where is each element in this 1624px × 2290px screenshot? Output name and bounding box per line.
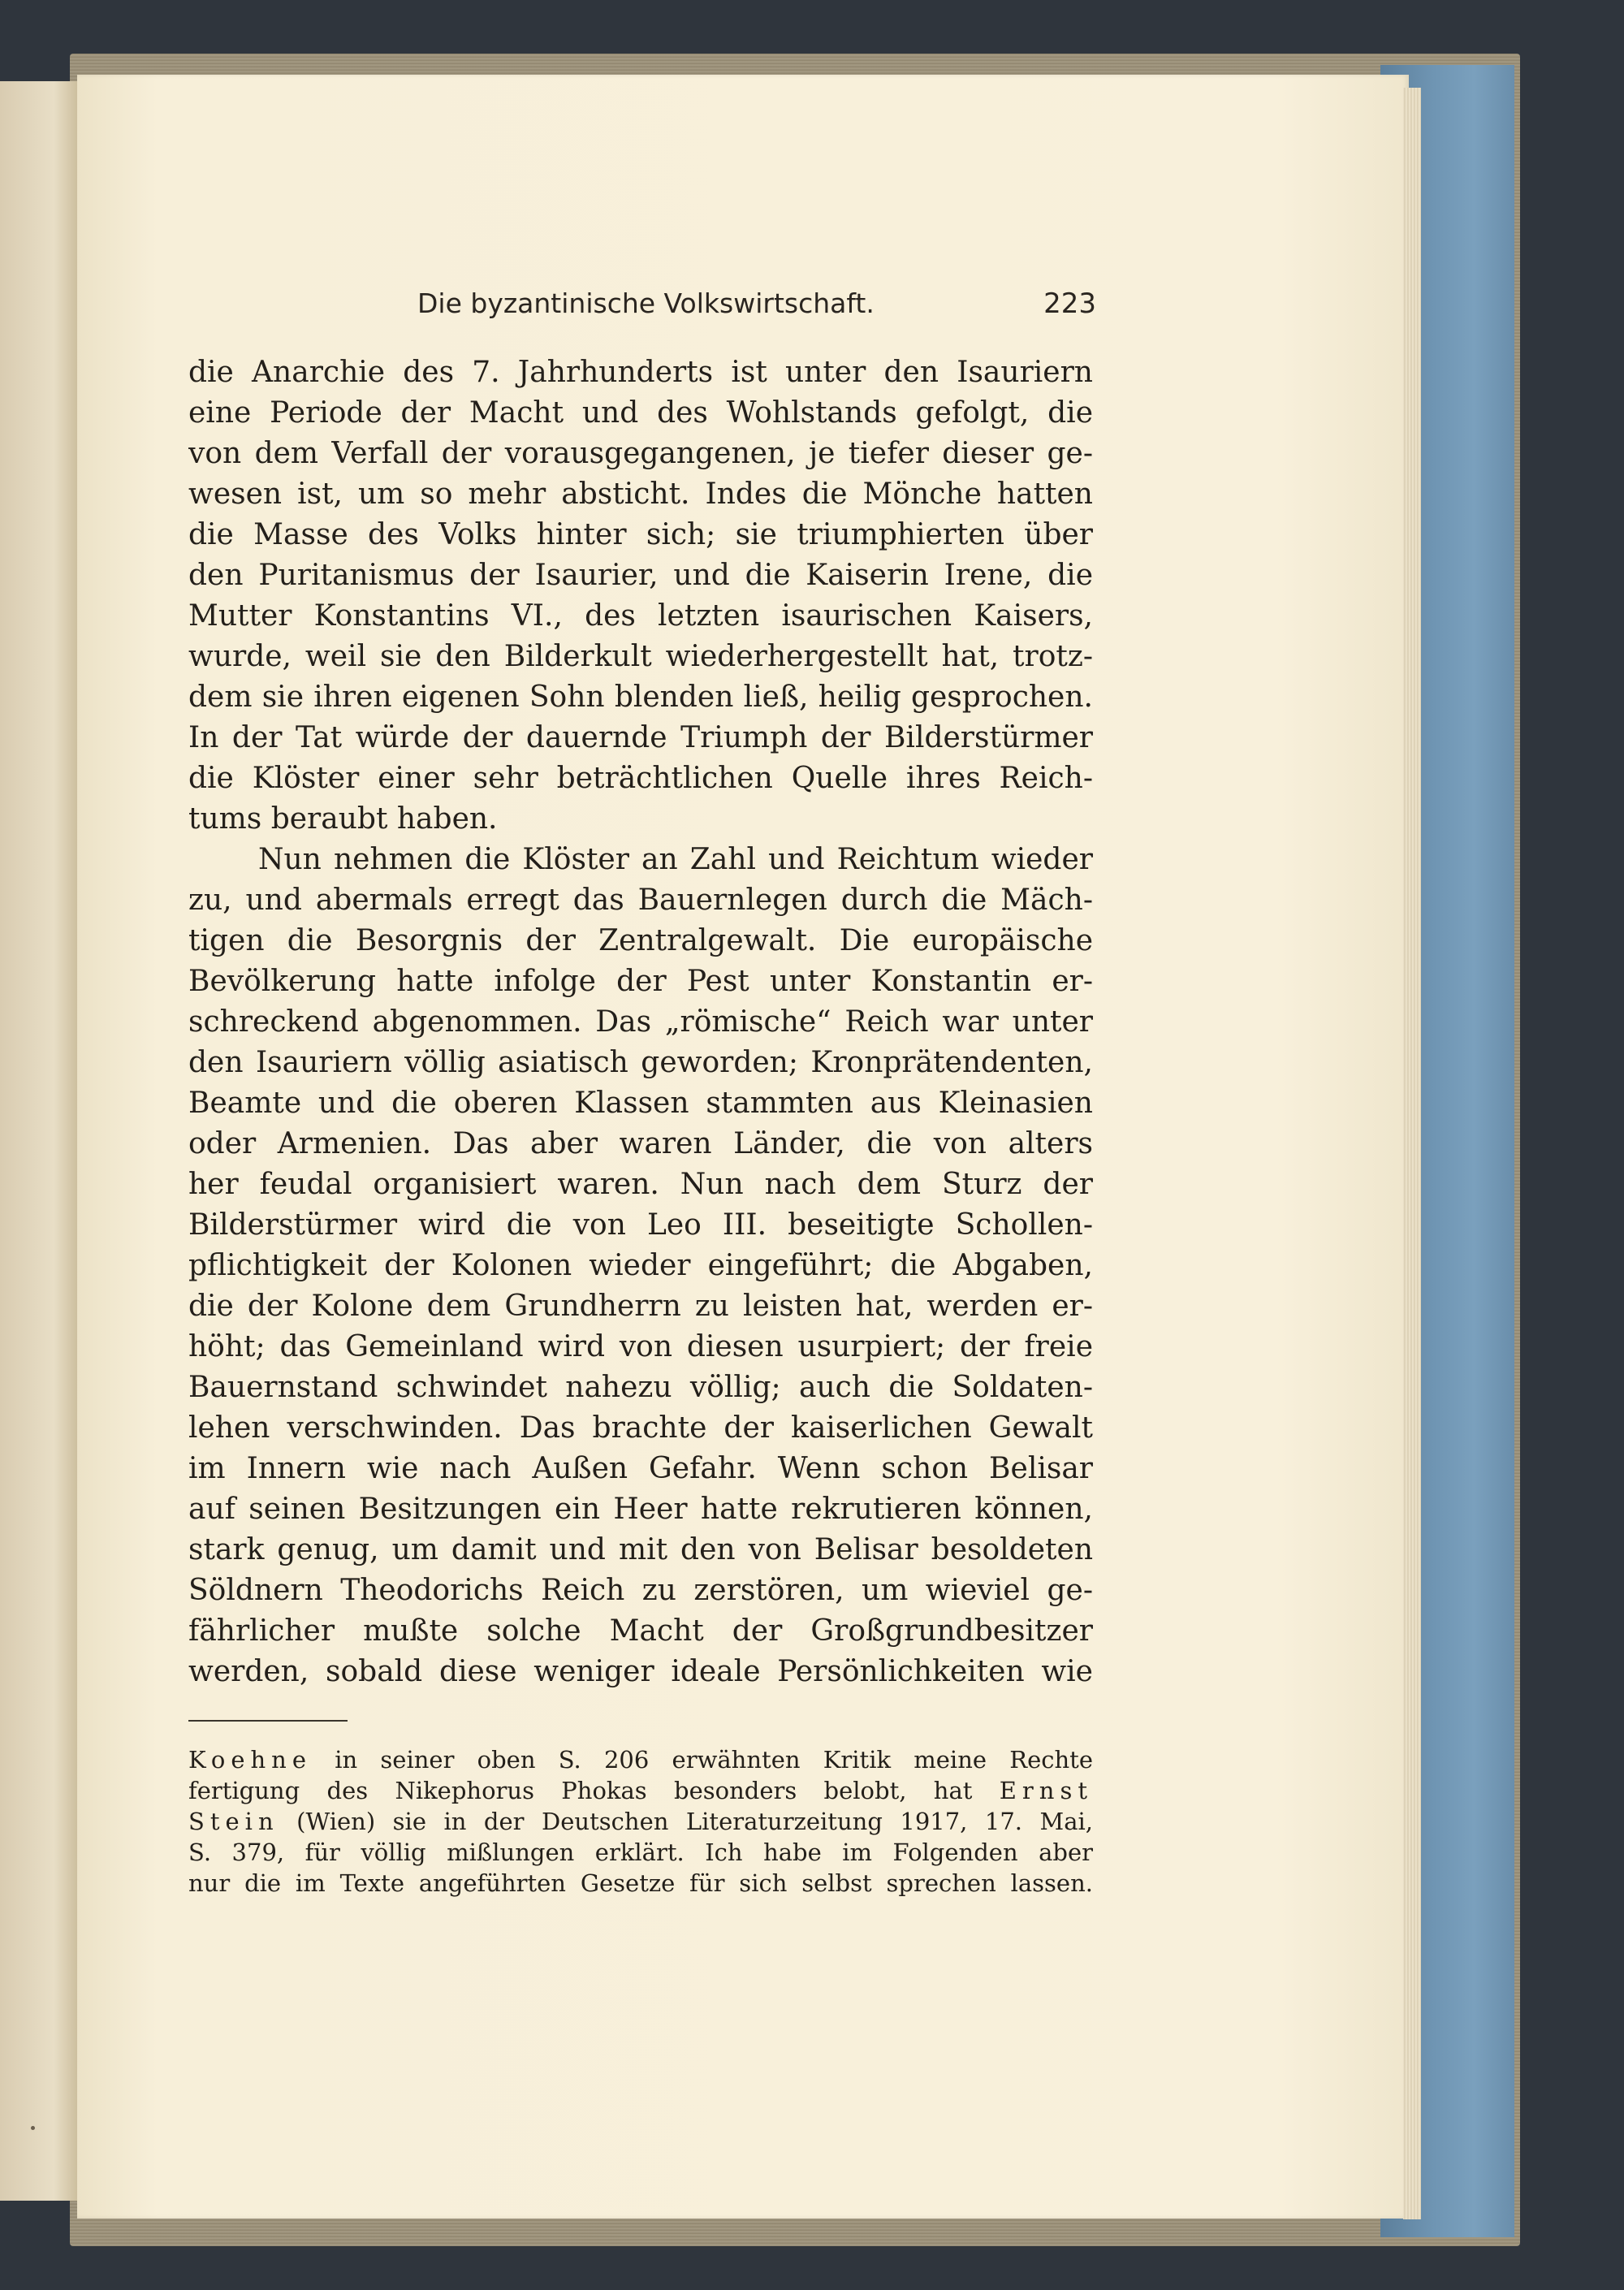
footnote-text: fertigung des Nikephorus Phokas besonders belobt, hat — [188, 1777, 1000, 1804]
body-text — [188, 352, 1093, 1692]
text-line: wurde, weil sie den Bilderkult wiederhergestellt hat, trotz- — [188, 640, 1093, 673]
text-line: Beamte und die oberen Klassen stammten aus Kleinasien — [188, 1087, 1093, 1120]
text-line: dem sie ihren eigenen Sohn blenden ließ, heilig gesprochen. — [188, 681, 1093, 714]
text-line: die Masse des Volks hinter sich; sie triumphierten über — [188, 518, 1093, 551]
footnote-line — [188, 1775, 1093, 1806]
text-line: den Isauriern völlig asiatisch geworden; Kronprätendenten, — [188, 1046, 1093, 1079]
text-line: her feudal organisiert waren. Nun nach dem Sturz der — [188, 1168, 1093, 1201]
footnote-line — [188, 1806, 1093, 1837]
text-line: wesen ist, um so mehr absticht. Indes die Mönche hatten — [188, 477, 1093, 511]
footnote-line — [188, 1744, 1093, 1775]
text-line: Söldnern Theodorichs Reich zu zerstören, um wieviel ge- — [188, 1574, 1093, 1607]
text-line: In der Tat würde der dauernde Triumph der Bilderstürmer — [188, 721, 1093, 754]
text-line: Bevölkerung hatte infolge der Pest unter Konstantin er- — [188, 965, 1093, 998]
text-line: höht; das Gemeinland wird von diesen usurpiert; der freie — [188, 1330, 1093, 1363]
paper-speck — [31, 2126, 35, 2130]
text-line: auf seinen Besitzungen ein Heer hatte rekrutieren können, — [188, 1493, 1093, 1526]
footnote-line: nur die im Texte angeführten Gesetze für sich selbst sprechen lassen. — [188, 1869, 1093, 1897]
footnote — [188, 1744, 1093, 1899]
footnote-name: Stein — [188, 1808, 279, 1835]
facing-page-edge — [0, 81, 77, 2201]
footnote-rule — [188, 1720, 348, 1722]
footnote-line: S. 379, für völlig mißlungen erklärt. Ich habe im Folgenden aber — [188, 1838, 1093, 1866]
text-line: eine Periode der Macht und des Wohlstands gefolgt, die — [188, 396, 1093, 430]
running-header — [417, 287, 1096, 325]
text-line: den Puritanismus der Isaurier, und die Kaiserin Irene, die — [188, 559, 1093, 592]
footnote-name: Koehne — [188, 1746, 313, 1774]
text-line: von dem Verfall der vorausgegangenen, je tiefer dieser ge- — [188, 437, 1093, 470]
text-line: zu, und abermals erregt das Bauernlegen durch die Mäch- — [188, 884, 1093, 917]
text-line: lehen verschwinden. Das brachte der kaiserlichen Gewalt — [188, 1411, 1093, 1445]
text-line: oder Armenien. Das aber waren Länder, die von alters — [188, 1127, 1093, 1160]
text-line: Nun nehmen die Klöster an Zahl und Reichtum wieder — [258, 843, 1093, 876]
text-line: schreckend abgenommen. Das „römische“ Reich war unter — [188, 1005, 1093, 1039]
text-line: fährlicher mußte solche Macht der Großgrundbesitzer — [188, 1614, 1093, 1648]
page-edges — [1403, 88, 1421, 2219]
text-line: im Innern wie nach Außen Gefahr. Wenn schon Belisar — [188, 1452, 1093, 1485]
text-line: tums beraubt haben. — [188, 802, 498, 836]
text-line: die Anarchie des 7. Jahrhunderts ist unter den Isauriern — [188, 356, 1093, 389]
text-line: Mutter Konstantins VI., des letzten isaurischen Kaisers, — [188, 599, 1093, 633]
text-line: werden, sobald diese weniger ideale Persönlichkeiten wie — [188, 1655, 1093, 1688]
text-line: tigen die Besorgnis der Zentralgewalt. Die europäische — [188, 924, 1093, 957]
text-line: stark genug, um damit und mit den von Belisar besoldeten — [188, 1533, 1093, 1566]
page-number: 223 — [1043, 287, 1096, 320]
footnote-text: in seiner oben S. 206 erwähnten Kritik meine Rechte — [312, 1746, 1093, 1774]
footnote-name: Ernst — [999, 1777, 1093, 1804]
text-line: pflichtigkeit der Kolonen wieder eingeführt; die Abgaben, — [188, 1249, 1093, 1282]
text-line: die der Kolone dem Grundherrn zu leisten hat, werden er- — [188, 1290, 1093, 1323]
running-title: Die byzantinische Volkswirtschaft. — [417, 287, 875, 319]
text-line: Bauernstand schwindet nahezu völlig; auch die Soldaten- — [188, 1371, 1093, 1404]
text-line: die Klöster einer sehr beträchtlichen Quelle ihres Reich- — [188, 762, 1093, 795]
footnote-text: (Wien) sie in der Deutschen Literaturzeitung 1917, 17. Mai, — [279, 1808, 1093, 1835]
text-line: Bilderstürmer wird die von Leo III. beseitigte Schollen- — [188, 1208, 1093, 1242]
